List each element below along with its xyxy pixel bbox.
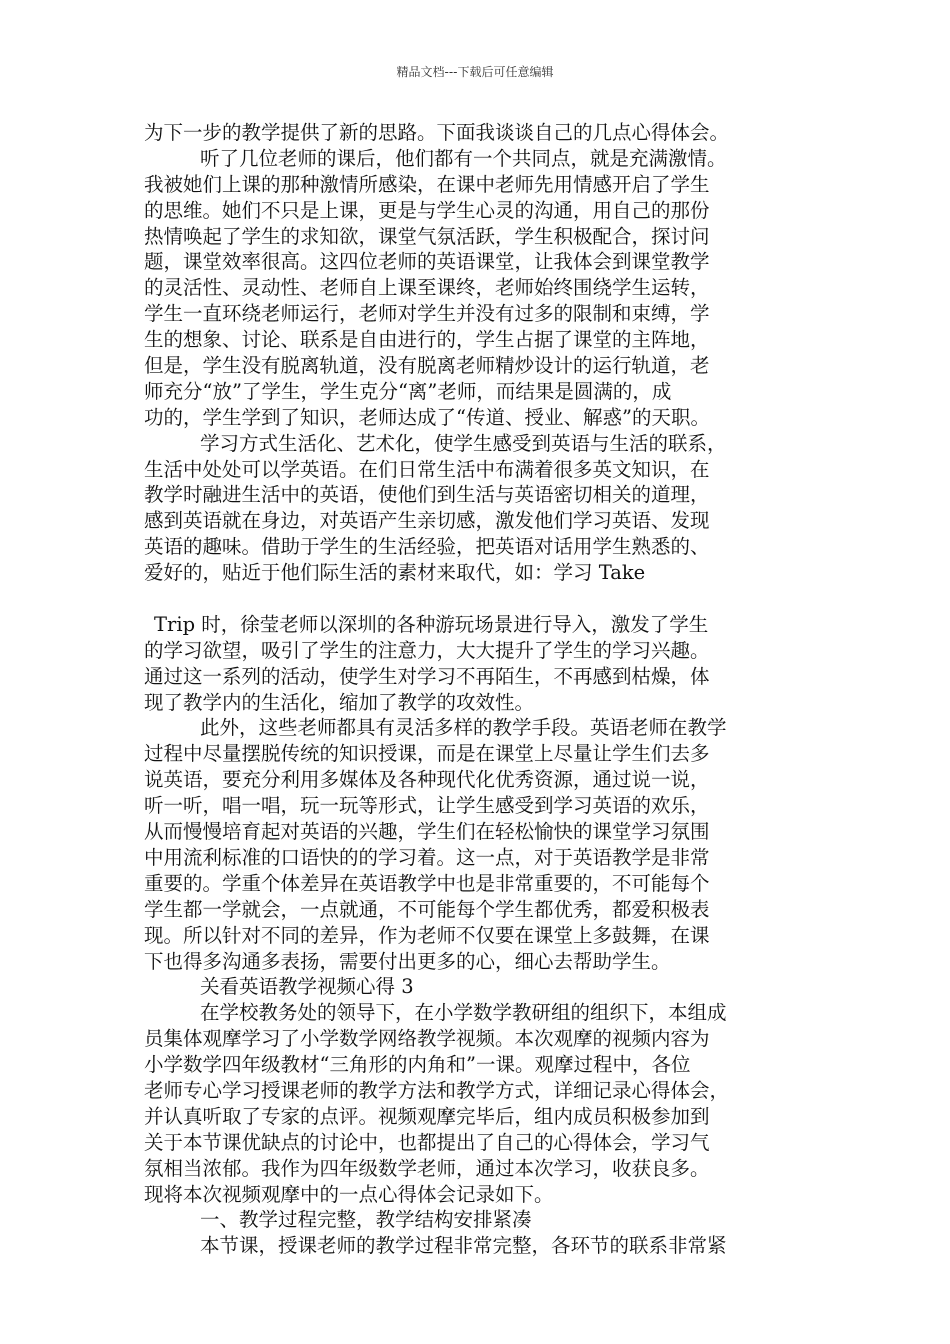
text-line: 从而慢慢培育起对英语的兴趣，学生们在轻松愉快的课堂学习氛围 [144, 820, 710, 844]
text-line: 通过这一系列的活动，使学生对学习不再陌生，不再感到枯燥，体 [144, 664, 710, 688]
text-line: 为下一步的教学提供了新的思路。下面我谈谈自己的几点心得体会。 [144, 121, 730, 144]
text-line: 中用流利标准的口语快的的学习着。这一点，对于英语教学是非常 [144, 845, 710, 869]
text-line: 说英语，要充分利用多媒体及各种现代化优秀资源，通过说一说， [144, 768, 710, 792]
text-line: 的学习欲望，吸引了学生的注意力，大大提升了学生的学习兴趣。 [144, 638, 710, 662]
text-line: Trip 时，徐莹老师以深圳的各种游玩场景进行导入，激发了学生 [154, 612, 709, 636]
text-line: 氛相当浓郁。我作为四年级数学老师，通过本次学习，收获良多。 [144, 1156, 710, 1180]
text-line: 员集体观摩学习了小学数学网络教学视频。本次观摩的视频内容为 [144, 1027, 710, 1051]
text-line: 英语的趣味。借助于学生的生活经验，把英语对话用学生熟悉的、 [144, 535, 710, 559]
text-line: 听一听，唱一唱，玩一玩等形式，让学生感受到学习英语的欢乐， [144, 794, 710, 818]
text-line: 学生都一学就会，一点就通，不可能每个学生都优秀，都爱积极表 [144, 897, 710, 921]
text-line: 生活中处处可以学英语。在们日常生活中布满着很多英文知识，在 [144, 457, 710, 481]
text-line: 教学时融进生活中的英语，使他们到生活与英语密切相关的道理， [144, 483, 710, 507]
text-line: 现了教学内的生活化，缩加了教学的攻效性。 [144, 690, 535, 714]
text-line: 爱好的，贴近于他们际生活的素材来取代，如：学习 Take [144, 561, 646, 585]
text-line: 的灵活性、灵动性、老师自上课至课终，老师始终围绕学生运转， [144, 276, 710, 300]
text-line: 现将本次视频观摩中的一点心得体会记录如下。 [144, 1182, 554, 1206]
blank-line [144, 586, 834, 612]
text-line: 关于本节课优缺点的讨论中，也都提出了自己的心得体会，学习气 [144, 1130, 710, 1154]
text-line: 题，课堂效率很高。这四位老师的英语课堂，让我体会到课堂教学 [144, 250, 710, 274]
text-line: 感到英语就在身边，对英语产生亲切感，激发他们学习英语、发现 [144, 509, 710, 533]
text-line: 功的，学生学到了知识，老师达成了“传道、授业、解惑”的天职。 [144, 405, 710, 429]
text-line: 生的想象、讨论、联系是自由进行的，学生占据了课堂的主阵地， [144, 328, 710, 352]
paragraph-start: 听了几位老师的课后，他们都有一个共同点，就是充满激情。 [200, 146, 727, 170]
paragraph-start: 学习方式生活化、艺术化，使学生感受到英语与生活的联系， [200, 431, 727, 455]
text-line: 并认真听取了专家的点评。视频观摩完毕后，组内成员积极参加到 [144, 1104, 710, 1128]
text-line: 的思维。她们不只是上课，更是与学生心灵的沟通，用自己的那份 [144, 198, 710, 222]
text-line: 小学数学四年级教材“三角形的内角和”一课。观摩过程中，各位 [144, 1053, 691, 1077]
paragraph-start: 此外，这些老师都具有灵活多样的教学手段。英语老师在教学 [200, 716, 727, 740]
document-body [144, 120, 834, 1259]
page-header: 精品文档---下载后可任意编辑 [396, 65, 554, 79]
subsection-heading: 一、教学过程完整，教学结构安排紧凑 [200, 1208, 532, 1232]
text-line: 热情唤起了学生的求知欲，课堂气氛活跃，学生积极配合，探讨问 [144, 224, 710, 248]
paragraph-start: 在学校教务处的领导下，在小学数学教研组的组织下，本组成 [200, 1001, 727, 1025]
text-line: 学生一直环绕老师运行，老师对学生并没有过多的限制和束缚，学 [144, 302, 710, 326]
text-line: 但是，学生没有脱离轨道，没有脱离老师精炒设计的运行轨道，老 [144, 354, 710, 378]
paragraph-start: 本节课，授课老师的教学过程非常完整，各环节的联系非常紧 [200, 1234, 727, 1258]
text-line: 下也得多沟通多表扬，需要付出更多的心，细心去帮助学生。 [144, 949, 671, 973]
text-line: 重要的。学重个体差异在英语教学中也是非常重要的，不可能每个 [144, 871, 710, 895]
text-line: 师充分“放”了学生，学生克分“离”老师，而结果是圆满的，成 [144, 379, 672, 403]
text-line: 现。所以针对不同的差异，作为老师不仅要在课堂上多鼓舞，在课 [144, 923, 710, 947]
text-line: 老师专心学习授课老师的教学方法和教学方式，详细记录心得体会， [144, 1078, 730, 1102]
text-line: 我被她们上课的那种激情所感染，在课中老师先用情感开启了学生 [144, 172, 710, 196]
section-title: 关看英语教学视频心得 3 [200, 975, 414, 999]
text-line: 过程中尽量摆脱传统的知识授课，而是在课堂上尽量让学生们去多 [144, 742, 710, 766]
